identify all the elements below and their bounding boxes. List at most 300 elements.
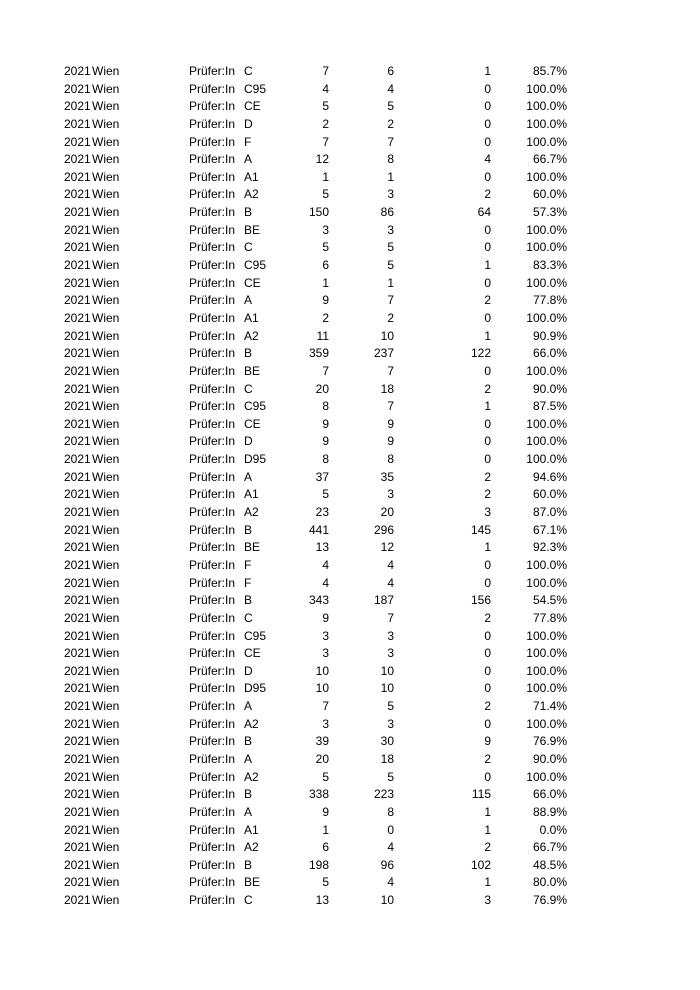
city-cell: Wien	[92, 310, 120, 325]
license-class-cell: A1	[244, 310, 259, 325]
table-row	[0, 874, 700, 892]
year-cell: 2021	[64, 505, 91, 520]
year-cell: 2021	[64, 310, 91, 325]
examiner-cell: Prüfer:In	[189, 734, 236, 749]
year-cell: 2021	[64, 434, 91, 449]
failed-count-cell: 64	[477, 205, 491, 220]
city-cell: Wien	[92, 522, 120, 537]
license-class-cell: B	[244, 857, 253, 872]
year-cell: 2021	[64, 381, 91, 396]
city-cell: Wien	[92, 734, 120, 749]
examiner-cell: Prüfer:In	[189, 875, 236, 890]
total-count-cell: 3	[322, 646, 329, 661]
passed-count-cell: 4	[387, 557, 394, 572]
passed-count-cell: 9	[387, 434, 394, 449]
license-class-cell: A2	[244, 505, 259, 520]
passed-count-cell: 3	[387, 222, 394, 237]
city-cell: Wien	[92, 293, 120, 308]
table-row	[0, 451, 700, 469]
total-count-cell: 3	[322, 716, 329, 731]
year-cell: 2021	[64, 893, 91, 908]
examiner-cell: Prüfer:In	[189, 416, 236, 431]
year-cell: 2021	[64, 452, 91, 467]
city-cell: Wien	[92, 699, 120, 714]
pass-rate-cell: 48.5%	[532, 857, 567, 872]
license-class-cell: D	[244, 434, 253, 449]
total-count-cell: 5	[322, 99, 329, 114]
failed-count-cell: 2	[484, 751, 491, 766]
total-count-cell: 11	[316, 328, 329, 343]
year-cell: 2021	[64, 64, 91, 78]
table-row	[0, 469, 700, 487]
pass-rate-cell: 67.1%	[532, 522, 567, 537]
city-cell: Wien	[92, 593, 120, 608]
license-class-cell: CE	[244, 275, 261, 290]
passed-count-cell: 3	[387, 646, 394, 661]
license-class-cell: B	[244, 346, 253, 361]
total-count-cell: 5	[322, 240, 329, 255]
passed-count-cell: 10	[380, 893, 394, 908]
examiner-cell: Prüfer:In	[189, 663, 236, 678]
failed-count-cell: 0	[484, 663, 491, 678]
year-cell: 2021	[64, 840, 91, 855]
license-class-cell: A2	[244, 840, 259, 855]
city-cell: Wien	[92, 399, 120, 414]
failed-count-cell: 0	[484, 681, 491, 696]
failed-count-cell: 2	[484, 293, 491, 308]
pass-rate-cell: 100.0%	[526, 769, 567, 784]
city-cell: Wien	[92, 505, 120, 520]
pass-rate-cell: 100.0%	[526, 275, 567, 290]
year-cell: 2021	[64, 222, 91, 237]
pass-rate-cell: 66.7%	[532, 152, 567, 167]
passed-count-cell: 7	[387, 399, 394, 414]
year-cell: 2021	[64, 787, 91, 802]
city-cell: Wien	[92, 716, 120, 731]
examiner-cell: Prüfer:In	[189, 628, 236, 643]
pass-rate-cell: 100.0%	[526, 310, 567, 325]
pass-rate-cell: 100.0%	[526, 81, 567, 96]
failed-count-cell: 2	[484, 487, 491, 502]
license-class-cell: CE	[244, 99, 261, 114]
table-row	[0, 486, 700, 504]
examiner-cell: Prüfer:In	[189, 646, 236, 661]
passed-count-cell: 3	[387, 628, 394, 643]
examiner-cell: Prüfer:In	[189, 205, 236, 220]
examiner-cell: Prüfer:In	[189, 469, 236, 484]
license-class-cell: A1	[244, 169, 259, 184]
table-row	[0, 328, 700, 346]
passed-count-cell: 7	[387, 134, 394, 149]
table-row	[0, 363, 700, 381]
city-cell: Wien	[92, 751, 120, 766]
table-row	[0, 522, 700, 540]
city-cell: Wien	[92, 346, 120, 361]
year-cell: 2021	[64, 716, 91, 731]
license-class-cell: C	[244, 610, 253, 625]
table-row	[0, 822, 700, 840]
total-count-cell: 7	[322, 699, 329, 714]
city-cell: Wien	[92, 187, 120, 202]
examiner-cell: Prüfer:In	[189, 99, 236, 114]
passed-count-cell: 18	[380, 381, 394, 396]
year-cell: 2021	[64, 699, 91, 714]
city-cell: Wien	[92, 557, 120, 572]
examiner-cell: Prüfer:In	[189, 381, 236, 396]
failed-count-cell: 0	[484, 769, 491, 784]
failed-count-cell: 1	[484, 258, 491, 273]
passed-count-cell: 10	[380, 681, 394, 696]
table-row	[0, 275, 700, 293]
examiner-cell: Prüfer:In	[189, 134, 236, 149]
pass-rate-cell: 77.8%	[532, 293, 567, 308]
passed-count-cell: 3	[387, 487, 394, 502]
city-cell: Wien	[92, 769, 120, 784]
license-class-cell: BE	[244, 540, 261, 555]
year-cell: 2021	[64, 205, 91, 220]
city-cell: Wien	[92, 822, 120, 837]
pass-rate-cell: 100.0%	[526, 716, 567, 731]
examiner-cell: Prüfer:In	[189, 64, 236, 78]
examiner-cell: Prüfer:In	[189, 610, 236, 625]
examiner-cell: Prüfer:In	[189, 152, 236, 167]
year-cell: 2021	[64, 681, 91, 696]
total-count-cell: 198	[308, 857, 329, 872]
examiner-cell: Prüfer:In	[189, 840, 236, 855]
examiner-cell: Prüfer:In	[189, 751, 236, 766]
year-cell: 2021	[64, 363, 91, 378]
pass-rate-cell: 100.0%	[526, 575, 567, 590]
failed-count-cell: 145	[470, 522, 491, 537]
license-class-cell: C	[244, 381, 253, 396]
table-row	[0, 645, 700, 663]
passed-count-cell: 7	[387, 363, 394, 378]
table-row	[0, 433, 700, 451]
failed-count-cell: 0	[484, 628, 491, 643]
failed-count-cell: 4	[484, 152, 491, 167]
city-cell: Wien	[92, 169, 120, 184]
license-class-cell: B	[244, 787, 253, 802]
examiner-cell: Prüfer:In	[189, 575, 236, 590]
license-class-cell: A1	[244, 487, 259, 502]
year-cell: 2021	[64, 293, 91, 308]
total-count-cell: 20	[315, 381, 329, 396]
total-count-cell: 8	[322, 452, 329, 467]
total-count-cell: 7	[322, 363, 329, 378]
examiner-cell: Prüfer:In	[189, 769, 236, 784]
pass-rate-cell: 100.0%	[526, 240, 567, 255]
passed-count-cell: 187	[373, 593, 394, 608]
license-class-cell: B	[244, 593, 253, 608]
table-row	[0, 592, 700, 610]
failed-count-cell: 1	[484, 64, 491, 78]
total-count-cell: 359	[308, 346, 329, 361]
table-row	[0, 257, 700, 275]
failed-count-cell: 1	[484, 328, 491, 343]
city-cell: Wien	[92, 240, 120, 255]
pass-rate-cell: 100.0%	[526, 663, 567, 678]
passed-count-cell: 5	[387, 699, 394, 714]
pass-rate-cell: 100.0%	[526, 99, 567, 114]
table-row	[0, 628, 700, 646]
examiner-cell: Prüfer:In	[189, 804, 236, 819]
passed-count-cell: 4	[387, 575, 394, 590]
table-row	[0, 575, 700, 593]
failed-count-cell: 0	[484, 169, 491, 184]
city-cell: Wien	[92, 222, 120, 237]
license-class-cell: A	[244, 293, 253, 308]
passed-count-cell: 5	[387, 258, 394, 273]
license-class-cell: F	[244, 557, 252, 572]
year-cell: 2021	[64, 187, 91, 202]
pass-rate-cell: 66.7%	[532, 840, 567, 855]
examiner-cell: Prüfer:In	[189, 346, 236, 361]
total-count-cell: 10	[315, 681, 329, 696]
pass-rate-cell: 88.9%	[532, 804, 567, 819]
total-count-cell: 5	[322, 875, 329, 890]
city-cell: Wien	[92, 205, 120, 220]
license-class-cell: D	[244, 663, 253, 678]
license-class-cell: F	[244, 575, 252, 590]
passed-count-cell: 2	[387, 310, 394, 325]
passed-count-cell: 6	[387, 64, 394, 78]
license-class-cell: A2	[244, 716, 259, 731]
table-row	[0, 839, 700, 857]
failed-count-cell: 1	[484, 822, 491, 837]
failed-count-cell: 0	[484, 116, 491, 131]
table-row	[0, 786, 700, 804]
pass-rate-cell: 87.5%	[532, 399, 567, 414]
year-cell: 2021	[64, 399, 91, 414]
license-class-cell: A	[244, 804, 253, 819]
city-cell: Wien	[92, 610, 120, 625]
examiner-cell: Prüfer:In	[189, 716, 236, 731]
city-cell: Wien	[92, 452, 120, 467]
pass-rate-cell: 100.0%	[526, 222, 567, 237]
total-count-cell: 23	[315, 505, 329, 520]
city-cell: Wien	[92, 469, 120, 484]
city-cell: Wien	[92, 328, 120, 343]
city-cell: Wien	[92, 487, 120, 502]
license-class-cell: C95	[244, 628, 267, 643]
year-cell: 2021	[64, 822, 91, 837]
passed-count-cell: 4	[387, 840, 394, 855]
passed-count-cell: 8	[387, 804, 394, 819]
passed-count-cell: 10	[380, 663, 394, 678]
license-class-cell: B	[244, 522, 253, 537]
table-row	[0, 345, 700, 363]
total-count-cell: 150	[308, 205, 329, 220]
failed-count-cell: 1	[484, 540, 491, 555]
table-row	[0, 186, 700, 204]
total-count-cell: 2	[322, 116, 329, 131]
failed-count-cell: 0	[484, 134, 491, 149]
failed-count-cell: 0	[484, 99, 491, 114]
table-row	[0, 151, 700, 169]
total-count-cell: 9	[322, 293, 329, 308]
license-class-cell: A	[244, 152, 253, 167]
examiner-cell: Prüfer:In	[189, 487, 236, 502]
examiner-cell: Prüfer:In	[189, 681, 236, 696]
year-cell: 2021	[64, 628, 91, 643]
failed-count-cell: 3	[484, 893, 491, 908]
license-class-cell: C95	[244, 81, 267, 96]
passed-count-cell: 3	[387, 187, 394, 202]
examiner-cell: Prüfer:In	[189, 434, 236, 449]
license-class-cell: B	[244, 734, 253, 749]
city-cell: Wien	[92, 416, 120, 431]
passed-count-cell: 20	[380, 505, 394, 520]
year-cell: 2021	[64, 81, 91, 96]
total-count-cell: 12	[315, 152, 329, 167]
pass-rate-cell: 100.0%	[526, 363, 567, 378]
year-cell: 2021	[64, 116, 91, 131]
table-row	[0, 751, 700, 769]
table-row	[0, 857, 700, 875]
table-row	[0, 716, 700, 734]
city-cell: Wien	[92, 893, 120, 908]
city-cell: Wien	[92, 575, 120, 590]
examiner-cell: Prüfer:In	[189, 222, 236, 237]
failed-count-cell: 115	[471, 787, 491, 802]
year-cell: 2021	[64, 169, 91, 184]
pass-rate-cell: 83.3%	[532, 258, 567, 273]
license-class-cell: F	[244, 134, 252, 149]
total-count-cell: 343	[308, 593, 329, 608]
examiner-cell: Prüfer:In	[189, 240, 236, 255]
pass-rate-cell: 100.0%	[526, 116, 567, 131]
examiner-cell: Prüfer:In	[189, 452, 236, 467]
pass-rate-cell: 100.0%	[526, 628, 567, 643]
pass-rate-cell: 90.9%	[532, 328, 567, 343]
year-cell: 2021	[64, 557, 91, 572]
total-count-cell: 7	[322, 134, 329, 149]
examiner-cell: Prüfer:In	[189, 857, 236, 872]
table-row	[0, 416, 700, 434]
total-count-cell: 9	[322, 804, 329, 819]
failed-count-cell: 2	[484, 610, 491, 625]
year-cell: 2021	[64, 875, 91, 890]
city-cell: Wien	[92, 663, 120, 678]
year-cell: 2021	[64, 751, 91, 766]
table-row	[0, 539, 700, 557]
examiner-cell: Prüfer:In	[189, 557, 236, 572]
license-class-cell: A	[244, 751, 253, 766]
year-cell: 2021	[64, 663, 91, 678]
table-row	[0, 733, 700, 751]
passed-count-cell: 5	[387, 99, 394, 114]
year-cell: 2021	[64, 275, 91, 290]
failed-count-cell: 122	[470, 346, 491, 361]
examiner-cell: Prüfer:In	[189, 540, 236, 555]
year-cell: 2021	[64, 593, 91, 608]
failed-count-cell: 3	[484, 505, 491, 520]
examiner-cell: Prüfer:In	[189, 293, 236, 308]
total-count-cell: 441	[308, 522, 329, 537]
passed-count-cell: 9	[387, 416, 394, 431]
table-row	[0, 134, 700, 152]
year-cell: 2021	[64, 646, 91, 661]
spreadsheet-table	[0, 63, 700, 910]
city-cell: Wien	[92, 81, 120, 96]
pass-rate-cell: 100.0%	[526, 134, 567, 149]
failed-count-cell: 2	[484, 469, 491, 484]
license-class-cell: CE	[244, 416, 261, 431]
passed-count-cell: 8	[387, 152, 394, 167]
table-row	[0, 310, 700, 328]
failed-count-cell: 156	[470, 593, 491, 608]
pass-rate-cell: 77.8%	[532, 610, 567, 625]
license-class-cell: A	[244, 469, 253, 484]
city-cell: Wien	[92, 134, 120, 149]
total-count-cell: 9	[322, 610, 329, 625]
city-cell: Wien	[92, 64, 120, 78]
city-cell: Wien	[92, 787, 120, 802]
passed-count-cell: 30	[380, 734, 394, 749]
examiner-cell: Prüfer:In	[189, 275, 236, 290]
failed-count-cell: 2	[484, 381, 491, 396]
total-count-cell: 4	[322, 557, 329, 572]
license-class-cell: BE	[244, 875, 261, 890]
examiner-cell: Prüfer:In	[189, 505, 236, 520]
pass-rate-cell: 60.0%	[532, 187, 567, 202]
examiner-cell: Prüfer:In	[189, 822, 236, 837]
total-count-cell: 338	[308, 787, 329, 802]
city-cell: Wien	[92, 275, 120, 290]
table-row	[0, 98, 700, 116]
total-count-cell: 4	[322, 81, 329, 96]
examiner-cell: Prüfer:In	[189, 187, 236, 202]
pass-rate-cell: 80.0%	[532, 875, 567, 890]
license-class-cell: A1	[244, 822, 259, 837]
license-class-cell: D95	[244, 452, 267, 467]
city-cell: Wien	[92, 857, 120, 872]
passed-count-cell: 5	[387, 240, 394, 255]
total-count-cell: 20	[315, 751, 329, 766]
city-cell: Wien	[92, 681, 120, 696]
total-count-cell: 4	[322, 575, 329, 590]
table-row	[0, 292, 700, 310]
examiner-cell: Prüfer:In	[189, 310, 236, 325]
pass-rate-cell: 90.0%	[532, 381, 567, 396]
total-count-cell: 1	[322, 275, 329, 290]
failed-count-cell: 0	[484, 575, 491, 590]
total-count-cell: 9	[322, 434, 329, 449]
pass-rate-cell: 66.0%	[532, 787, 567, 802]
failed-count-cell: 0	[484, 310, 491, 325]
examiner-cell: Prüfer:In	[189, 363, 236, 378]
city-cell: Wien	[92, 646, 120, 661]
table-row	[0, 63, 700, 81]
passed-count-cell: 223	[373, 787, 394, 802]
total-count-cell: 13	[315, 540, 329, 555]
passed-count-cell: 4	[387, 875, 394, 890]
year-cell: 2021	[64, 522, 91, 537]
passed-count-cell: 7	[387, 293, 394, 308]
table-row	[0, 557, 700, 575]
table-row	[0, 81, 700, 99]
total-count-cell: 5	[322, 769, 329, 784]
city-cell: Wien	[92, 116, 120, 131]
examiner-cell: Prüfer:In	[189, 328, 236, 343]
year-cell: 2021	[64, 152, 91, 167]
pass-rate-cell: 0.0%	[539, 822, 567, 837]
failed-count-cell: 0	[484, 81, 491, 96]
failed-count-cell: 2	[484, 699, 491, 714]
year-cell: 2021	[64, 258, 91, 273]
license-class-cell: A2	[244, 187, 259, 202]
pass-rate-cell: 87.0%	[532, 505, 567, 520]
